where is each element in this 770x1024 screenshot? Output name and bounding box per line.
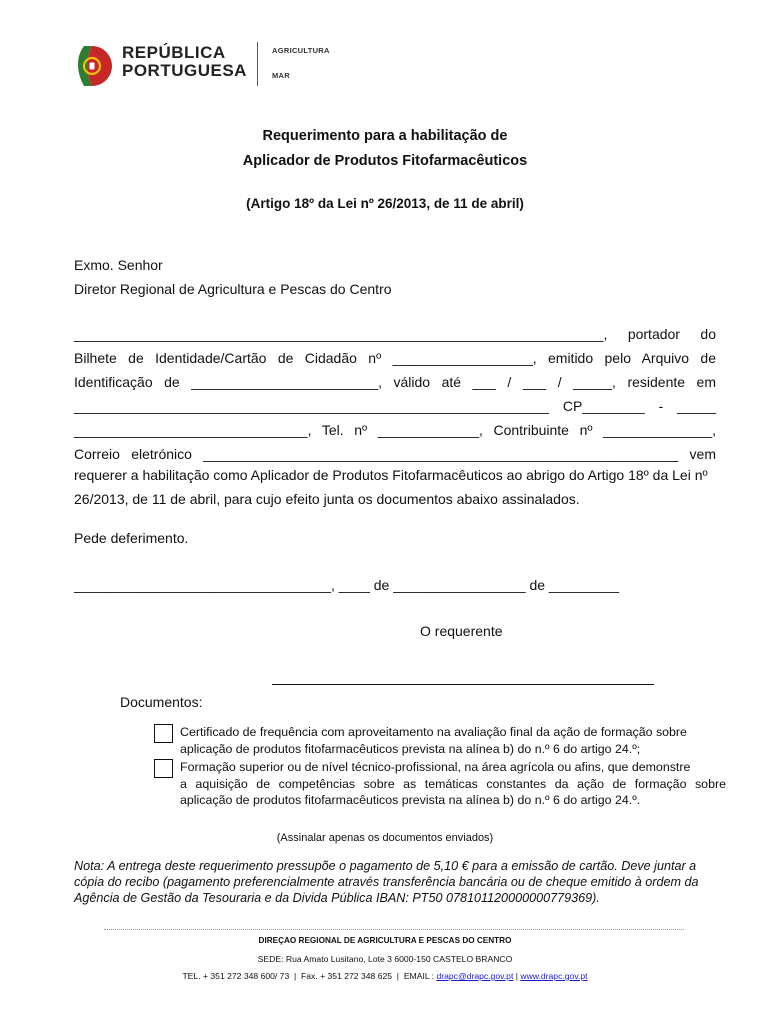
body-line-email: Correio eletrónico _____________________________________________________________ vem — [74, 446, 716, 462]
recipient: Diretor Regional de Agricultura e Pescas do Centro — [74, 281, 392, 297]
body-line-request: requerer a habilitação como Aplicador de Produtos Fitofarmacêuticos ao abrigo do Artigo 18º da Lei nº — [74, 467, 708, 483]
payment-note-line2: cópia do recibo (pagamento preferencialmente através transferência bancária ou de cheque emitido à ordem da — [74, 875, 699, 889]
footer-address: SEDE: Rua Amato Lusitano, Lote 3 6000-150 CASTELO BRANCO — [257, 954, 513, 964]
header-logo — [74, 40, 364, 90]
republica-line2: PORTUGUESA — [122, 61, 247, 80]
body-line-address: _____________________________________________________________ CP________ - _____ — [74, 398, 716, 414]
republica-line1: REPÚBLICA — [122, 43, 226, 62]
ministry-agricultura: AGRICULTURA — [272, 46, 330, 55]
body-line-id: Bilhete de Identidade/Cartão de Cidadão nº __________________, emitido pelo Arquivo de — [74, 350, 716, 366]
date-line: _________________________________, ____ de _________________ de _________ — [74, 577, 620, 593]
signature-line — [272, 684, 654, 685]
doc-checkbox-certificado[interactable] — [154, 724, 173, 743]
title-line1: Requerimento para a habilitação de — [262, 128, 508, 144]
footer-organization: DIREÇAO REGIONAL DE AGRICULTURA E PESCAS DO CENTRO — [258, 936, 512, 945]
title-legal-reference: (Artigo 18º da Lei nº 26/2013, de 11 de abril) — [246, 196, 524, 211]
doc-checkbox-formacao[interactable] — [154, 759, 173, 778]
ministry-mar: MAR — [272, 71, 290, 80]
doc-item-certificado-line2: aplicação de produtos fitofarmacêuticos prevista na alínea b) do n.º 6 do artigo 24.º; — [180, 741, 641, 756]
doc-item-certificado — [180, 724, 725, 757]
header-divider — [257, 42, 258, 86]
footer-email-link[interactable]: drapc@drapc.gov.pt — [436, 971, 514, 981]
greeting: Exmo. Senhor — [74, 257, 163, 273]
payment-note-line3: Agência de Gestão da Tesouraria e da Divida Pública IBAN: PT50 078101120000000779369). — [74, 891, 600, 905]
title-line2: Aplicador de Produtos Fitofarmacêuticos — [242, 153, 528, 169]
doc-item-formacao-line3: aplicação de produtos fitofarmacêuticos prevista na alínea b) do n.º 6 do artigo 24.º. — [180, 793, 641, 807]
doc-item-formacao-line1: Formação superior ou de nível técnico-profissional, na área agrícola ou afins, que demonstre — [180, 760, 691, 774]
body-line-contact: ______________________________, Tel. nº _____________, Contribuinte nº ______________, — [74, 422, 716, 438]
doc-item-formacao-line2: a aquisição de competências sobre as temáticas constantes da ação de formação sobre — [180, 776, 726, 791]
footer-website-link[interactable]: www.drapc.gov.pt — [520, 971, 588, 981]
documents-instruction: (Assinalar apenas os documentos enviados) — [276, 832, 494, 844]
body-line-name: ____________________________________________________________________, portador do — [74, 326, 716, 342]
footer-phone-fax: TEL. + 351 272 348 600/ 73 | Fax. + 351 272 348 625 | EMAIL : — [182, 971, 437, 981]
pede-deferimento: Pede deferimento. — [74, 530, 189, 546]
doc-item-formacao — [180, 759, 726, 809]
payment-note — [74, 858, 719, 906]
body-line-request-end: 26/2013, de 11 de abril, para cujo efeito junta os documentos abaixo assinalados. — [74, 491, 580, 507]
documents-heading: Documentos: — [120, 694, 203, 710]
requerente-label: O requerente — [420, 623, 503, 639]
body-line-validity: Identificação de ________________________, válido até ___ / ___ / _____, residente em — [74, 374, 716, 390]
footer-separator: | — [513, 971, 521, 981]
doc-item-certificado-line1: Certificado de frequência com aproveitamento na avaliação final da ação de formação sobre — [180, 725, 687, 739]
footer-divider — [104, 929, 684, 930]
payment-note-line1: Nota: A entrega deste requerimento pressupõe o pagamento de 5,10 € para a emissão de cartão. Deve juntar a — [74, 859, 697, 873]
footer-contacts — [0, 971, 770, 981]
